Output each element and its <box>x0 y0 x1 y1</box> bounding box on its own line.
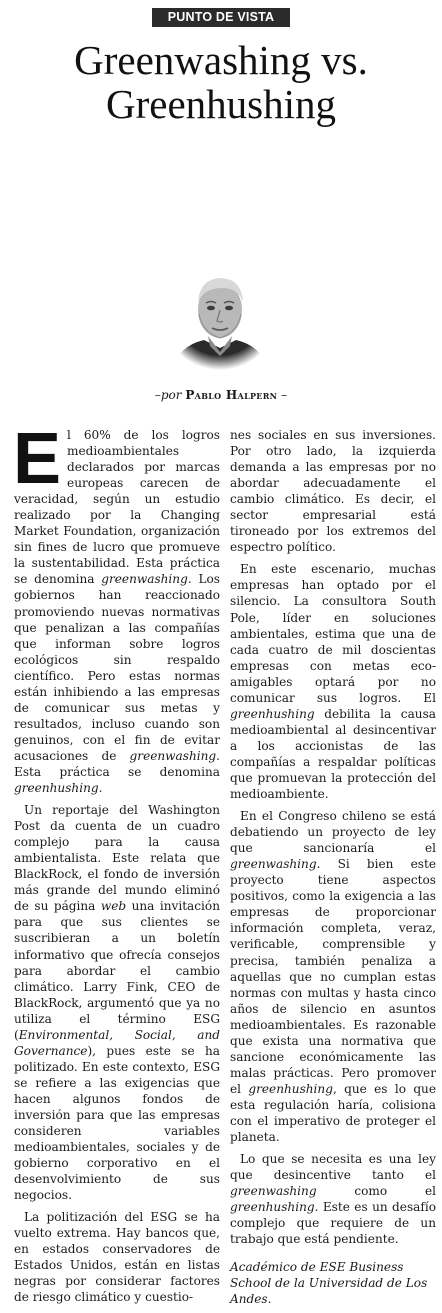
article-paragraph: nes sociales en sus inversiones. Por otro lado, la izquierda demanda a las empresas por no abordar adecuadamente el cambio climático. Es decir, el sector empresarial está tironeado por los extremos del espectro político. <box>230 428 436 555</box>
article-paragraph: En este escenario, muchas empresas han optado por el silencio. La consultora South Pole, líder en soluciones ambientales, estima que una de cada cuatro de mil doscientas empresas con metas eco-amigables optará por no comunicar sus logros. El greenhushing debilita la causa medioambiental al desincentivar a los accionistas de las compañías a respaldar políticas que promuevan la protección del medioambiente. <box>230 562 436 802</box>
article-paragraph: La politización del ESG se ha vuelto extrema. Hay bancos que, en estados conservadores de Estados Unidos, están en listas negras por considerar factores de riesgo climático y cuestio- <box>14 1210 220 1305</box>
headline <box>0 38 442 126</box>
author-name: Pablo Halpern <box>185 388 278 402</box>
article-paragraph: E l 60% de los logros medioambientales declarados por marcas europeas carecen de veracidad, según un estudio realizado por la Changing Market Foundation, organización sin fines de lucro que promueve la sustentabilidad. Esta práctica se denomina greenwashing. Los gobiernos han reaccionado promoviendo nuevas normativas que penalizan a las compañías que informan sobre logros ecológicos sin respaldo científico. Pero estas normas están inhibiendo a las empresas de comunicar sus metas y resultados, incluso cuando son genuinos, con el fin de evitar acusaciones de greenwashing. Esta práctica se denomina greenhushing. <box>13 419 220 796</box>
byline-prefix: –por <box>154 388 182 402</box>
article-column-left <box>13 419 220 1312</box>
article-column-right <box>230 427 436 1313</box>
article-paragraph: Lo que se necesita es una ley que desincentive tanto el greenwashing como el greenhushing. Este es un desafío complejo que requiere de un trabajo que está pendiente. <box>230 1152 436 1247</box>
byline-suffix: – <box>281 388 288 402</box>
headline-line-2: Greenhushing <box>105 81 336 127</box>
section-label <box>0 6 442 27</box>
section-label-text: PUNTO DE VISTA <box>152 8 291 27</box>
author-portrait <box>166 262 274 370</box>
byline <box>0 388 442 402</box>
article-paragraph: En el Congreso chileno se está debatiendo un proyecto de ley que sancionaría el greenwashing. Si bien este proyecto tiene aspectos positivos, como la exigencia a las empresas de proporcionar información completa, veraz, verificable, comprensible y precisa, también penaliza a aquellas que no cumplan estas normas con multas y hasta cinco años de silencio en asuntos medioambientales. Es razonable que exista una normativa que sancione económicamente las malas prácticas. Pero promover el greenhushing, que es lo que esta regulación haría, colisiona con el imperativo de proteger el planeta. <box>230 809 437 1145</box>
headline-line-1: Greenwashing vs. <box>74 37 368 83</box>
drop-cap: E <box>13 419 62 499</box>
article-paragraph: Un reportaje del Washington Post da cuenta de un cuadro complejo para la causa ambientalista. Este relata que BlackRock, el fondo de inversión más grande del mundo eliminó de su página web una invitación para que sus clientes se suscribieran a un boletín informativo que ofrecía consejos para abordar el cambio climático. Larry Fink, CEO de BlackRock, argumentó que ya no utiliza el término ESG (Environmental, Social, and Governance), pues este se ha politizado. En este contexto, ESG se refiere a las exigencias que hacen algunos fondos de inversión para que las empresas consideren variables medioambientales, sociales y de gobierno corporativo en el desenvolvimiento de sus negocios. <box>14 803 220 1203</box>
author-signature: Académico de ESE Business School de la Universidad de Los Andes. <box>230 1260 428 1307</box>
